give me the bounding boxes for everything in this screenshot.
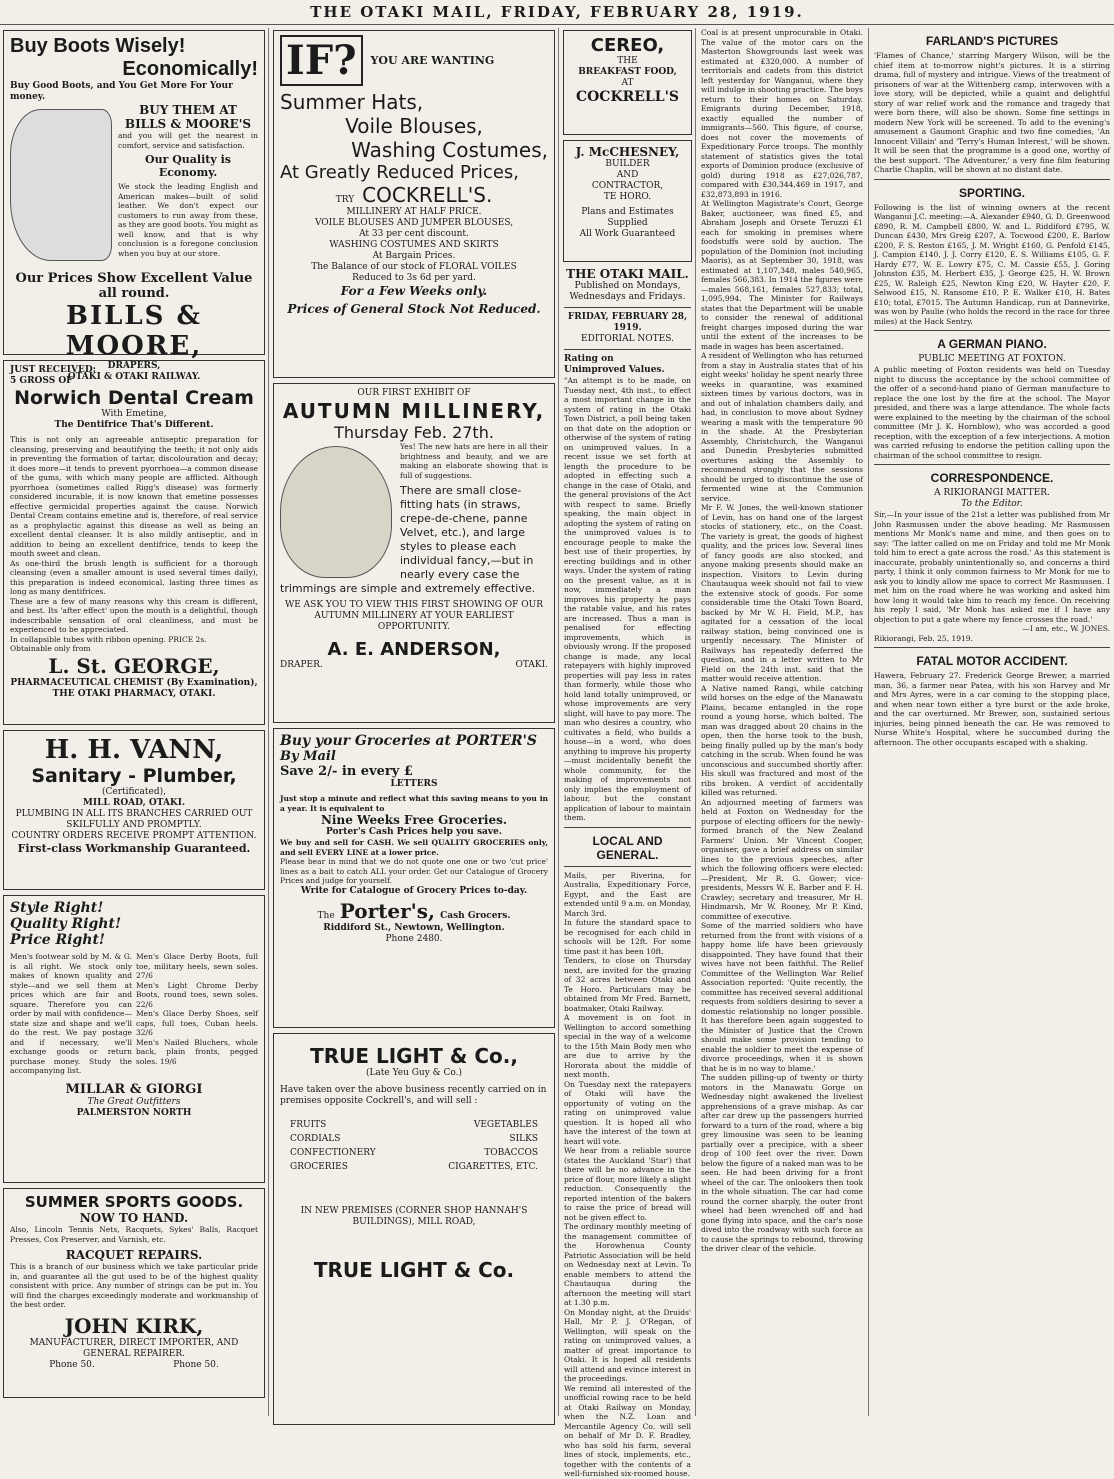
ad-text: Phone 2480.: [385, 933, 443, 944]
ad-text: PALMERSTON NORTH: [76, 1107, 192, 1118]
ad-body: Yes! The new hats are here in all their brightness and beauty, and we are making an elaborate showing that is full of suggestions.: [400, 442, 548, 480]
issue-date: FRIDAY, FEBRUARY 28, 1919.: [567, 312, 688, 333]
article-body: On Tuesday next the ratepayers of Otaki will have the opportunity of voting on the rating on unimproved value question. It is hoped all who have the interest of the town at heart will vote.: [564, 1079, 691, 1146]
ad-text: WE ASK YOU TO VIEW THIS FIRST SHOWING OF OUR AUTUMN MILLINERY AT YOUR EARLIEST OPPORTUNITY.: [284, 600, 544, 632]
ad-text: DRAPERS,: [107, 361, 161, 371]
ad-body: In collapsible tubes with ribbon opening. PRICE 2s.: [10, 634, 207, 644]
goods-item: FRUITS: [290, 1120, 327, 1130]
newspaper-title: THE OTAKI MAIL.: [566, 267, 689, 281]
true-light-ad: [273, 1033, 555, 1425]
ad-text: TE HORO.: [603, 192, 652, 202]
price-line: Men's Light Chrome Derby Boots, round toes, sewn soles. 22/6: [136, 980, 258, 1009]
ad-name: MILLAR & GIORGI: [65, 1081, 203, 1097]
ad-text: LETTERS: [390, 779, 438, 789]
article-body: At Wellington Magistrate's Court, George Baker, auctioneer, was fined £5, and Abraham Joseph and Orsete Teruzzi £1 each for smoking in premises where foodstuffs were sold by auction. The population of the Dominion (not including Maoris), as at September 30, 1918, was estimated at 1,107,348, males 540,965, females 566,383. In 1914 the figures were—males 568,161, females 527,833; total, 1,095,994. The Minister for Railways states that the Department will be unable to consider the renewal of additional freight charges imposed during the war until the extent of the increases to be made in wages has been ascertained.: [701, 199, 863, 351]
goods-item: GROCERIES: [290, 1162, 348, 1172]
ad-body: This is not only an agreeable antiseptic preparation for cleansing, preserving and beautifying the teeth; it not only aids in preventing the formation of tartar, discolouration and decay; it does more—it tends to prevent pyorrhoea—a common disease of the gums, with which many people are afflicted. Although pyorrhoea (sometimes called Rigg's disease) was formerly considered incurable, it is now known that emetine possesses effective germicidal properties against the cause. Norwich Dental Cream contains emetine and is, therefore, of real service as a prophylactic against this disease as well as being an excellent dental cleanser. It is also mildly antiseptic, and in addition to being an excellent dentifrice, tends to keep the mouth sweet and clean.: [10, 435, 258, 558]
ad-heading: Save 2/- in every £: [280, 764, 413, 779]
ad-heading: Economically!: [122, 58, 258, 80]
ad-text: MILL ROAD, OTAKI.: [82, 798, 186, 808]
ad-text: Our Prices Show Excellent Value all round.: [15, 271, 253, 301]
ad-text: RACQUET REPAIRS.: [65, 1248, 203, 1262]
ad-title: Sanitary - Plumber,: [31, 765, 237, 787]
article-body: 'Flames of Chance,' starring Margery Wilson, will be the chief item at to-morrow night's pictures. It is a stirring drama, full of mystery and intrigue. Views of the treatment of prisoners of war at the Wittenberg camp, interwoven with a love story, will be depicted, while a quaint and delightful story of war relief work and the romance and tragedy that were born there, will also be shown. Some fine settings in modern New York will be screened. To add to the evening's amusement a Gaumont Graphic and two fine comedies, 'An Innocent Villain' and 'Terry's Human Interest,' will be shown. It will be seen that the programme is a good one, worthy of the best support. 'The Adventurer,' a very fine film featuring Charlie Chaplin, will be shown at no distant date.: [874, 51, 1110, 174]
section-heading: CORRESPONDENCE.: [930, 471, 1054, 485]
ad-text: Reduced to 3s 6d per yard.: [352, 273, 476, 283]
ad-text: BREAKFAST FOOD,: [578, 67, 677, 77]
ad-text: Plans and Estimates Supplied: [581, 207, 674, 228]
ad-title: Norwich Dental Cream: [14, 387, 254, 409]
goods-item: TOBACCOS: [484, 1148, 538, 1158]
ad-heading: By Mail: [280, 749, 336, 764]
ad-body: This is a branch of our business which we take particular pride in, and guarantee all the gut used to be of the highest quality consistent with price. Any number of strings can be put in. You will find the charges exceedingly moderate and workmanship of the best order.: [10, 1262, 258, 1309]
article-body: In future the standard space to be recognised for each child in schools will be 12ft. For some time past it has been 10ft.: [564, 918, 691, 956]
ad-text: 5 GROSS OF: [10, 376, 73, 386]
ad-text: The Great Outfitters: [87, 1096, 181, 1107]
ad-text: MANUFACTURER, DIRECT IMPORTER, AND GENERAL REPAIRER.: [29, 1337, 239, 1359]
ad-title: SUMMER SPORTS GOODS.: [24, 1193, 244, 1211]
goods-item: VEGETABLES: [473, 1120, 538, 1130]
ad-text: Our Quality is Economy.: [145, 153, 231, 179]
ad-text: All Work Guaranteed: [579, 229, 676, 239]
ad-text: The: [317, 910, 335, 921]
ad-text: BILLS & MOORE'S: [124, 117, 252, 131]
portrait-illustration: [280, 446, 392, 578]
article-body: Coal is at present unprocurable in Otaki. The value of the motor cars on the Masterton Showgrounds last week was estimated at £320,000. A number of territorials and cadets from this district left yesterday for Wanganui, where they will indulge in shooting practice. The boys return to their homes on Saturday. Emigrants during December, 1918, exactly equalled the number of immigrants—560. This figure, of course, does not cover the movements of Expeditionary Force troops. The monthly statement of statistics gives the total exports of Dominion produce (exclusive of gold) during 1918 as £27,026,787, compared with £30,344,469 in 1917, and £32,873,893 in 1916.: [701, 28, 863, 199]
dateline: Rikiorangi, Feb. 25, 1919.: [874, 633, 973, 643]
column-2: [270, 28, 558, 1416]
ad-text: OTAKI & OTAKI RAILWAY.: [67, 372, 201, 382]
article-body: An adjourned meeting of farmers was held at Foxton on Wednesday for the purpose of electing officers for the newly-formed branch of the New Zealand Farmers' Union. Mr Vincent Cooper, organiser, gave a brief address on similar lines to the previous speeches, after which the following officers were elected:—President, Mr R. G. Gower; vice-presidents, Messrs W. E. Barber and F. H. Crawley; secretary and treasurer, Mr H. Hindmarsh, Mr W. Rooney, Mr P. Kind, committee of executive.: [701, 797, 863, 921]
ad-body: Obtainable only from: [10, 644, 91, 653]
article-body: A resident of Wellington who has returned from a stay in Australia states that of his eight weeks' holiday he spent nearly three weeks in quarantine, was examined sixteen times by various doctors, was in and out of inhalation chambers daily, and had, in conclusion to move about Sydney wearing a mask with the temperature 90 in the shade. At the Presbyterian Assembly, Christchurch, the Wanganui and Dunedin Presbyteries submitted overtures asking the Assembly to recommend strongly that the sessions should be urged to discontinue the use of fermented wine at the Communion service.: [701, 351, 863, 503]
ad-line: At Greatly Reduced Prices,: [280, 162, 520, 183]
ad-text: The Balance of our stock of FLORAL VOILES: [311, 262, 517, 272]
column-rule: [868, 28, 869, 1416]
ad-text: WASHING COSTUMES AND SKIRTS: [329, 240, 499, 250]
article-body: A movement is on foot in Wellington to accord something special in the way of a welcome to the 15th Main Body men who are due to arrive by the Hororata about the middle of next month.: [564, 1013, 691, 1079]
section-heading: LOCAL AND GENERAL.: [592, 833, 663, 862]
section-heading: A GERMAN PIANO.: [937, 337, 1047, 351]
ad-line: Summer Hats,: [280, 90, 424, 114]
article-body: Sir,—In your issue of the 21st a letter was published from Mr John Rasmussen under the above heading. Mr Rasmussen mentions Mr Monk's name and mine, and then goes on to say: 'The latter called on me on Friday and told me Mr Monk told him to erect a gate across the road.' As this statement is inaccurate, probably unintentionally so, and concerns a third party, I think it only common fairness to Mr Monk for me to ask you to kindly allow me space to correct Mr Rasmussen. I met him on the road where he was working and asked him how long it would take him to reach my fence. On receiving his reply I said, 'Mr Monk has asked me if I have any objection to put a gate where my fence crosses the road.': [874, 510, 1110, 624]
article-body: Tenders, to close on Thursday next, are invited for the grazing of 32 acres between Otaki and Te Horo. Particulars may be obtained from Mr Fred. Barnett, boatmaker, Otaki Railway.: [564, 956, 691, 1013]
ad-text: Nine Weeks Free Groceries.: [320, 813, 508, 827]
price-line: Men's Nailed Bluchers, whole back, plain fronts, pegged soles. 19/6: [136, 1037, 258, 1066]
ad-text: (Certificated),: [101, 787, 166, 797]
column-3: [560, 28, 695, 1478]
ad-date: Thursday Feb. 27th.: [334, 423, 494, 442]
ad-text: For a Few Weeks only.: [340, 284, 488, 298]
article-body: We hear from a reliable source (states the Auckland 'Star') that there will be no advance in the price of flour, more likely a slight reduction. Consequently the reported intention of the bakers to raise the price of bread will not be given effect to.: [564, 1146, 691, 1222]
price-line: Men's Glace Derby Shoes, self caps, full toes, Cuban heels. 32/6: [136, 1009, 258, 1037]
ad-text: NOW TO HAND.: [79, 1211, 189, 1225]
ad-name: JOHN KIRK,: [64, 1313, 204, 1338]
article-body: Mails, per Riverina, for Australia, Expeditionary Force, Egypt, and the East are extended until 9 a.m. on Monday, March 3rd.: [564, 870, 691, 918]
publication-note: Published on Mondays, Wednesdays and Fridays.: [569, 281, 686, 302]
ad-text: Write for Catalogue of Grocery Prices to-day.: [300, 885, 528, 896]
ad-body: As one-third the brush length is sufficient for a thorough cleansing (even a smaller amount is used several times daily), this preparation is indeed economical, lasting three times as long as many dentifrices.: [10, 558, 258, 596]
goods-item: SILKS: [509, 1134, 538, 1144]
ad-text: PLUMBING IN ALL ITS BRANCHES CARRIED OUT SKILFULLY AND PROMPTLY.: [15, 809, 253, 830]
ad-text: MILLINERY AT HALF PRICE.: [346, 207, 482, 217]
section-heading: SPORTING.: [958, 185, 1025, 200]
article-body: Hawera, February 27. Frederick George Brewer, a married man, 36, a farmer near Patea, with his son Harvey and Mr and Mrs Ayres, were in a car coming to the stopping place, and when near town either a tyre burst or the axle broke, and the car overturned. Mr Brewer, son, sustained serious injuries, being pinned beneath the car. He was removed to Nurse White's Hospital, where he succumbed during the afternoon. The other occupants escaped with a shaking.: [874, 671, 1110, 747]
section-heading: FARLAND'S PICTURES: [925, 34, 1059, 48]
millar-giorgi-ad: [3, 895, 265, 1183]
vann-plumber-ad: [3, 730, 265, 890]
john-kirk-ad: [3, 1188, 265, 1398]
mchesney-ad: [563, 140, 692, 262]
ad-text: Cash Grocers.: [440, 910, 511, 921]
ad-body: Men's footwear sold by M. & G. is all right. We stock only makes of known quality and style—and we sell them at prices which are fair and square. Therefore you can order by mail with confidence—state size and shape and we'll do the rest. We pay postage and if necessary, we'll exchange goods or return purchase money. Study the accompanying list.: [10, 952, 132, 1075]
ad-name: A. E. ANDERSON,: [327, 639, 501, 660]
ad-line: Washing Costumes,: [351, 138, 548, 162]
article-body: Some of the married soldiers who have returned from the front with visions of a happy home life have been grievously disappointed. They have found that their wives have not been faithful. The Relief Committee of the Wellington War Relief Association reported: 'Quite recently, the committee has received several additional requests from soldiers desiring to sever a domestic relationship no longer possible. It has therefore been again suggested to the Minister of Justice that the Crown should make some provision tending to enable the soldier to meet the expense of divorce proceedings, when it is shown that he is in no way to blame.': [701, 921, 863, 1073]
ad-text: and you will get the nearest in comfort, service and satisfaction.: [118, 131, 258, 150]
cereo-ad: [563, 30, 692, 135]
ad-name: COCKRELL'S.: [362, 183, 493, 207]
ad-name: L. St. GEORGE,: [48, 653, 220, 678]
ad-line: Voile Blouses,: [345, 114, 483, 138]
goods-item: CORDIALS: [290, 1134, 341, 1144]
ad-text: COUNTRY ORDERS RECEIVE PROMPT ATTENTION.: [11, 831, 257, 841]
ad-text: We stock the leading English and American makes—built of solid leather. We don't expect our customers to run away from these, as they are good boots. You might as well know, and that is why conclusion is a foregone conclusion when you buy at our store.: [118, 182, 258, 258]
ad-text: IN NEW PREMISES (CORNER SHOP HANNAH'S BUILDINGS), MILL ROAD,: [300, 1206, 528, 1227]
article-body: The sudden pilling-up of twenty or thirty motors in the Manawatu Gorge on Wednesday night awakened the liveliest apprehensions of a grave mishap. As car after car drew up the passengers hurried forward to a turn of the road, where a big grey limousine was seen to be leaning partially over a precipice, with a sheer drop of 100 feet over the river. Down below the figure of a naked man was to be seen. He had been driving for a front wheel of the car. The onlookers then took in the whole situation. The car had come round the corner sharply, the outer front wheel had been wrenched off and had gone flying into space, and the car's nose dived into the roadway with such force as to cause the springs to rebound, throwing the driver clear of the vehicle.: [701, 1073, 863, 1253]
masthead: THE OTAKI MAIL, FRIDAY, FEBRUARY 28, 1919.: [0, 0, 1114, 25]
article-body: We remind all interested of the unofficial rowing race to be held at Otaki Railway on Monday, when the N.Z. Loan and Mercantile Agency Co. will sell on behalf of Mr D. F. Bradley, who has sold his farm, several lines of stock, implements, etc., together with the contents of a well-furnished six-roomed house.: [564, 1383, 691, 1478]
ad-name: TRUE LIGHT & Co.,: [310, 1044, 518, 1068]
ad-body: These are a few of many reasons why this cream is different, and best. Its 'after effect' upon the mouth is a delightful, though indescribable sensation of oral cleanliness, and must be experienced to be appreciated.: [10, 596, 258, 634]
cockrell-ad: [273, 30, 555, 378]
ad-text: BUY THEM AT: [139, 103, 237, 117]
ad-text: THE: [617, 56, 638, 66]
anderson-millinery-ad: [273, 383, 555, 723]
phone-number: Phone 50.: [49, 1359, 95, 1370]
ad-body: Just stop a minute and reflect what this saving means to you in a year. It is equivalent to: [280, 794, 548, 813]
ad-text: At Bargain Prices.: [372, 251, 456, 261]
article-heading: Unimproved Values.: [564, 365, 665, 375]
ad-heading: Style Right!: [10, 900, 104, 916]
section-subheading: PUBLIC MEETING AT FOXTON.: [918, 354, 1066, 364]
goods-item: CIGARETTES, ETC.: [448, 1162, 538, 1172]
ad-text: At 33 per cent discount.: [359, 229, 469, 239]
boot-illustration: [10, 109, 112, 261]
ad-text: TRY: [335, 195, 355, 205]
ad-text: JUST RECEIVED:: [10, 365, 96, 375]
ad-body: There are small close-fitting hats (in straws, crepe-de-chene, panne Velvet, etc.), and large styles to please each individual fancy,—but in nearly every case the trimmings are simple and extremely effective.: [280, 484, 536, 595]
ad-heading: IF?: [280, 35, 363, 86]
ad-text: THE OTAKI PHARMACY, OTAKI.: [52, 688, 216, 699]
ad-body: We buy and sell for CASH. We sell QUALITY GROCERIES only, and sell EVERY LINE at a lower price.: [280, 838, 548, 857]
porters-grocers-ad: [273, 728, 555, 1028]
ad-body: Please bear in mind that we do not quote one one or two 'cut price' lines as a bait to catch ALL your order. Get our Catalogue of Grocery Prices and judge for yourself.: [280, 857, 548, 885]
ad-text: YOU ARE WANTING: [370, 54, 495, 67]
article-body: The ordinary monthly meeting of the management committee of the Horowhenua County Patriotic Association will be held on Wednesday next at Levin. To enable members to attend the Chautauqua during the afternoon the meeting will start at 1.30 p.m.: [564, 1222, 691, 1307]
ad-text: VOILE BLOUSES AND JUMPER BLOUSES,: [314, 218, 514, 228]
ad-title: CEREO,: [590, 35, 665, 56]
ad-title: AUTUMN MILLINERY,: [282, 399, 546, 423]
column-rule: [558, 28, 559, 1416]
article-body: "An attempt is to be made, on Tuesday next, 4th inst., to effect a most important change in the system of rating in the Otaki Town District, a poll being taken on that date on the adoption or otherwise of the system of rating on unimproved values. In a recent issue we set forth at length the procedure to be adopted in effecting such a change in the case of Otaki, and the general provisions of the Act with respect to same. Briefly speaking, the main object in adopting the system of rating on the unimproved values is to encourage people to make the best use of their properties, by erecting buildings and in other ways. Under the system of rating on the present value, as it is now, immediately a man improves his property he pays the ratable value, and his rates are increased. Thus a man is penalised for effecting improvements, which is obviously wrong. If the proposed change is made, any local ratepayers with highly improved properties will pay less in rates than formerly, while those who hold land totally unimproved, or whose improvements are very slight, will have to pay more. The man who desires a country, who cultivates a field, who builds a house—in a word, who does anything to improve his property—must incidentally benefit the whole community, for the making of improvements not only implies the employment of labour, but the constant application of labour to maintain them.: [564, 376, 691, 822]
phone-number: Phone 50.: [173, 1359, 219, 1370]
ad-text: BUILDER: [605, 159, 650, 169]
ad-heading: Buy your Groceries at PORTER'S: [280, 733, 538, 749]
section-heading: FATAL MOTOR ACCIDENT.: [916, 654, 1068, 668]
article-body: A public meeting of Foxton residents was held on Tuesday night to discuss the acceptance by the school committee of the offer of a second-hand piano of German manufacture to replace the one lost by the fire at the school. The Mayor presided, and there was a large attendance. The whole facts were explained to the meeting by the chairman of the school committee (Mr J. K. Hornblow), who was accorded a good reception, with the exception of a few interjections. A motion was carried refusing to endorse the petition calling upon the chairman of the school committee to resign.: [874, 365, 1110, 460]
ad-text: Porter's Cash Prices help you save.: [326, 827, 502, 837]
ad-lead: Buy Good Boots, and You Get More For Your money.: [10, 81, 233, 102]
section-subheading: To the Editor.: [961, 499, 1023, 509]
article-body: On Monday night, at the Druids' Hall, Mr P. J. O'Regan, of Wellington, will speak on the rating on unimproved values, a matter of great importance to Otaki. It is hoped all residents will attend and evince interest in the proceedings.: [564, 1307, 691, 1383]
ad-body: Also, Lincoln Tennis Nets, Racquets, Sykes' Balls, Racquet Presses, Cox Preserver, and Varnish, etc.: [10, 1225, 258, 1244]
ad-text: PHARMACEUTICAL CHEMIST (By Examination),: [10, 677, 258, 688]
price-line: Men's Glace Derby Boots, full toe, military heels, sewn soles. 27/6: [136, 952, 258, 980]
ad-text: The Dentifrice That's Different.: [54, 420, 214, 430]
ad-text: AT: [621, 78, 634, 88]
column-4: [697, 28, 867, 1416]
goods-item: CONFECTIONERY: [290, 1148, 376, 1158]
article-body: A Native named Rangi, while catching wild horses on the edge of the Manawatu Plains, became entangled in the rope round a young horse, which bolted. The man was dragged about 20 chains in the open, then the horse took to the bush, being finally pulled up by the man's body catching in the scrub. When found he was unconscious and succumbed shortly after. His skull was fractured and most of the ribs broken. A verdict of accidentally killed was returned.: [701, 683, 863, 797]
ad-body: Have taken over the above business recently carried on in premises opposite Cockrell's, and will sell :: [280, 1085, 547, 1106]
goods-list-right: [448, 1117, 538, 1176]
column-1: [0, 28, 268, 1416]
ad-text: With Emetine,: [101, 409, 167, 419]
ad-text: CONTRACTOR,: [591, 181, 664, 191]
ad-text: AND: [616, 170, 639, 180]
section-subheading: A RIKIORANGI MATTER.: [934, 488, 1050, 498]
column-rule: [695, 28, 696, 1416]
ad-text: Prices of General Stock Not Reduced.: [287, 302, 541, 316]
column-rule: [268, 28, 269, 1416]
norwich-dental-ad: [3, 360, 265, 725]
ad-text: OUR FIRST EXHIBIT OF: [357, 388, 471, 398]
ad-text: First-class Workmanship Guaranteed.: [17, 842, 251, 855]
article-heading: Rating on: [564, 354, 614, 364]
ad-name: Porter's,: [339, 898, 436, 923]
ad-heading: Buy Boots Wisely!: [10, 35, 186, 57]
column-6: [870, 28, 1114, 1416]
ad-name: COCKRELL'S: [575, 89, 680, 105]
section-label: EDITORIAL NOTES.: [581, 334, 674, 344]
article-body: Mr F. W. Jones, the well-known stationer of Levin, has on hand one of the largest stocks of stationery, etc., on the Coast. The variety is great, the goods of highest quality, and the prices low. Several lines of fancy goods are also stocked, and anyone making presents should make an inspection. Visitors to Levin during Chautauqua week should not fail to view the extensive stock of goods. For some considerable time the Otaki Town Board, backed by Mr W. H. Field, M.P., has agitated for a cessation of the local railway station, being convinced one is urgently necessary. The Minister of Railways has repeatedly deferred the question, and in a letter written to Mr Field on the 24th inst. said that the matter would receive attention.: [701, 503, 863, 683]
ad-heading: Price Right!: [10, 932, 106, 948]
ad-text: OTAKI.: [515, 660, 548, 670]
ad-name: H. H. VANN,: [44, 735, 224, 765]
ad-name: BILLS & MOORE,: [65, 301, 203, 361]
ad-text: (Late Yeu Guy & Co.): [365, 1068, 463, 1078]
signature: —I am, etc., W. JONES.: [1022, 624, 1110, 633]
ad-heading: Quality Right!: [10, 916, 122, 932]
article-body: Following is the list of winning owners at the recent Wanganui J.C. meeting:—A. Alexander £940, G. D. Greenwood £890, R. M. Campbell £800, W. and L. Riddiford £795, W. Duncan £430, Mrs Greig £207, A. Tocwood £200, E. Barlow £200, F. S. Reston £165, J. M. Wright £160, G. Penfold £145, J. Campion £140, J. J. Corry £120, E. S. Williams £105, G. F. Hardy £77, W. E. Lowry £75, C. M. Cassie £55, J. Goring Johnston £35, M. Herbert £35, J. George £25, H. W. Brown £25, W. Raleigh £25, Newton King £20, W. Hayter £20, F. Selwood £15, N. Ransome £10, P. E. Walker £10, H. Bates £10; total, £7015. The Autumn Handicap, run at Dannevirke, was won by Paulie (who holds the record in the race for three miles) at the Hack Sentry.: [874, 202, 1110, 326]
ad-name: J. McCHESNEY,: [575, 145, 680, 159]
ad-text: DRAPER.: [280, 660, 323, 670]
ad-text: Riddiford St., Newtown, Wellington.: [323, 922, 505, 933]
ad-name: TRUE LIGHT & Co.: [313, 1258, 515, 1282]
goods-list-left: [290, 1117, 376, 1176]
